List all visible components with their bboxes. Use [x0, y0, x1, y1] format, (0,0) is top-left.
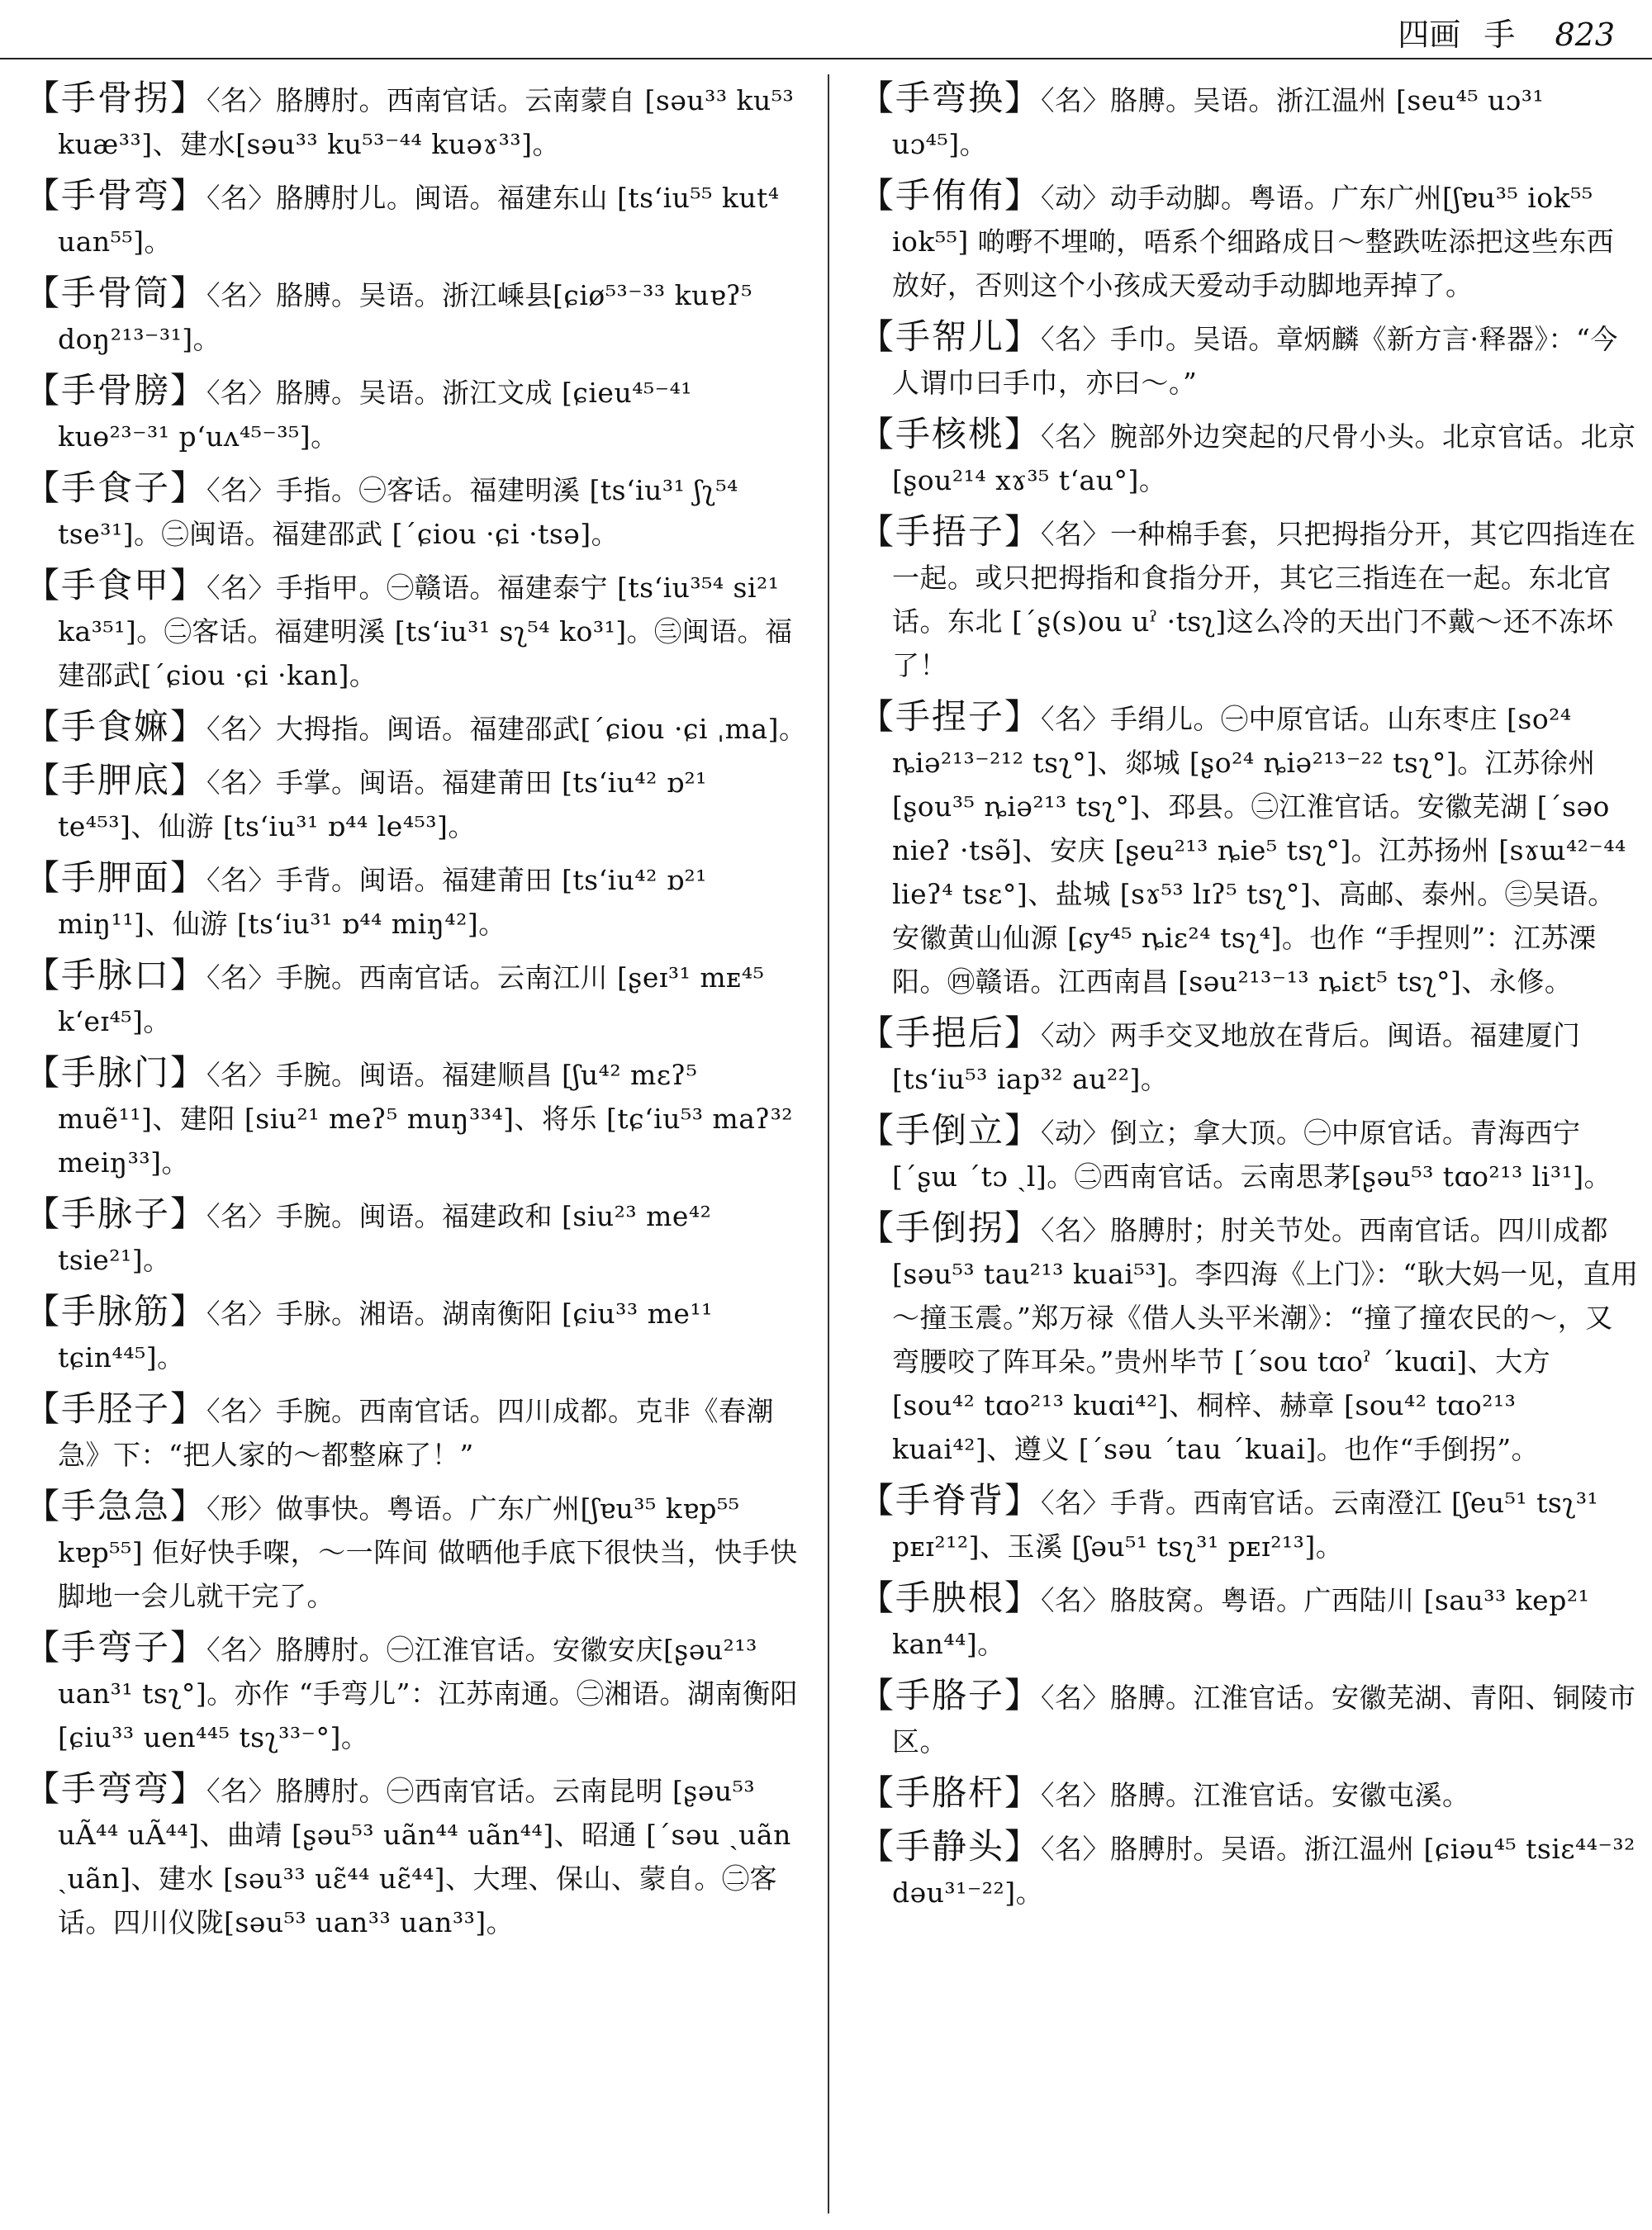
dictionary-entry: 【手捏子】〈名〉手绢儿。㊀中原官话。山东枣庄 [so²⁴ ȵiə²¹³⁻²¹² tsʅ°]、郯城 [ʂo²⁴ ȵiə²¹³⁻²² tsʅ°]。江苏徐州 [ʂou³⁵ ȵiə²¹³ tsʅ°]、邳县。㊁江淮官话。安徽芜湖 [ˊsəo nieʔ ·tsə̃]、安庆 [ʂeu²¹³ ȵie⁵ tsʅ°]。江苏扬州 [sɤɯ⁴²⁻⁴⁴ lieʔ⁴ tsɛ°]、盐城 [sɤ⁵³ lɪʔ⁵ tsʅ°]、高邮、泰州。㊂吴语。安徽黄山仙源 [ɕy⁴⁵ ȵiɛ²⁴ tsʅ⁴]。也作 “手捏则”：江苏溧阳。㊃赣语。江西南昌 [səu²¹³⁻¹³ ȵiɛt⁵ tsʅ°]、永修。: [859, 696, 1626, 998]
headword: 【手胳杆】: [859, 1772, 1042, 1813]
dictionary-entry: 【手急急】〈形〉做事快。粤语。广东广州[ʃɐu³⁵ kɐp⁵⁵ kɐp⁵⁵] 佢好快手㗎，～一阵间 做晒他手底下很快当，快手快脚地一会儿就干完了。: [25, 1486, 798, 1612]
dictionary-entry: 【手帤儿】〈名〉手巾。吴语。章炳麟《新方言·释器》：“今人谓巾曰手巾，亦曰～。”: [859, 316, 1618, 399]
dictionary-entry: 【手核桃】〈名〉腕部外边突起的尺骨小头。北京官话。北京 [ʂou²¹⁴ xɤ³⁵ tʻau°]。: [859, 414, 1636, 496]
headword: 【手胛面】: [25, 857, 207, 898]
headword: 【手骨膀】: [25, 370, 207, 410]
left-column: [25, 76, 809, 1952]
headword: 【手倒拐】: [859, 1208, 1042, 1248]
dictionary-entry: 【手弯换】〈名〉胳膊。吴语。浙江温州 [seu⁴⁵ uɔ³¹ uɔ⁴⁵]。: [859, 78, 1545, 160]
dictionary-entry: 【手弯弯】〈名〉胳膊肘。㊀西南官话。云南昆明 [ʂəu⁵³ uÃ⁴⁴ uÃ⁴⁴]、曲靖 [ʂəu⁵³ uãn⁴⁴ uãn⁴⁴]、昭通 [ˊsəu ˏuãn ˏuãn]、建水 [səu³³ uɛ̃⁴⁴ uɛ̃⁴⁴]、大理、保山、蒙自。㊁客话。四川仪陇[səu⁵³ uan³³ uan³³]。: [25, 1768, 791, 1938]
page-header: [0, 18, 1615, 51]
headword: 【手骨弯】: [25, 175, 207, 216]
dictionary-entry: 【手脉筋】〈名〉手脉。湘语。湖南衡阳 [ɕiu³³ me¹¹ tɕin⁴⁴⁵]。: [25, 1291, 713, 1374]
headword: 【手脉筋】: [25, 1291, 207, 1331]
dictionary-entry: 【手脊背】〈名〉手背。西南官话。云南澄江 [ʃeu⁵¹ tsʅ³¹ pᴇɪ²¹²]、玉溪 [ʃəu⁵¹ tsʅ³¹ pᴇɪ²¹³]。: [859, 1480, 1599, 1563]
headword: 【手核桃】: [859, 414, 1042, 454]
dictionary-entry: 【手侑侑】〈动〉动手动脚。粤语。广东广州[ʃɐu³⁵ iok⁵⁵ iok⁵⁵] 啲嘢不埋啲，唔系个细路成日～整跌咗添把这些东西放好，否则这个小孩成天爱动手动脚地弄掉了。: [859, 175, 1615, 301]
dictionary-entry: 【手倒拐】〈名〉胳膊肘；肘关节处。西南官话。四川成都[səu⁵³ tau²¹³ kuai⁵³]。李四海《上门》：“耿大妈一见，直用～撞玉震。”郑万禄《借人头平米潮》：“撞了撞农民的～，又弯腰咬了阵耳朵。”贵州毕节 [ˊsou tɑoˀ ˊkuɑi]、大方 [sou⁴² tɑo²¹³ kuɑi⁴²]、桐梓、赫章 [sou⁴² tɑo²¹³ kuai⁴²]、遵义 [ˊsəu ˊtau ˊkuai]。也作“手倒拐”。: [859, 1208, 1639, 1465]
dictionary-entry: 【手脉门】〈名〉手腕。闽语。福建顺昌 [ʃu⁴² mɛʔ⁵ muẽ¹¹]、建阳 [siu²¹ meʔ⁵ muŋ³³⁴]、将乐 [tɕʻiu⁵³ maʔ³² meiŋ³³]。: [25, 1052, 794, 1179]
headword: 【手脊背】: [859, 1480, 1042, 1521]
dictionary-entry: 【手骨筒】〈名〉胳膊。吴语。浙江嵊县[ɕiø⁵³⁻³³ kuɐʔ⁵ doŋ²¹³⁻³¹]。: [25, 273, 752, 355]
headword: 【手胦根】: [859, 1578, 1042, 1618]
dictionary-entry: 【手食子】〈名〉手指。㊀客话。福建明溪 [tsʻiu³¹ ʃʅ⁵⁴ tse³¹]。㊁闽语。福建邵武 [ˊɕiou ·ɕi ·tsə]。: [25, 467, 738, 550]
dictionary-entry: 【手骨弯】〈名〉胳膊肘儿。闽语。福建东山 [tsʻiu⁵⁵ kut⁴ uan⁵⁵]。: [25, 175, 780, 258]
headword: 【手食子】: [25, 467, 207, 508]
headword: 【手弯子】: [25, 1627, 207, 1668]
dictionary-entry: 【手胛底】〈名〉手掌。闽语。福建莆田 [tsʻiu⁴² ɒ²¹ te⁴⁵³]、仙游 [tsʻiu³¹ ɒ⁴⁴ le⁴⁵³]。: [25, 760, 707, 842]
headword: 【手捂子】: [859, 511, 1042, 552]
dictionary-entry: 【手胳子】〈名〉胳膊。江淮官话。安徽芜湖、青阳、铜陵市区。: [859, 1675, 1636, 1758]
headword: 【手胳子】: [859, 1675, 1042, 1715]
headword: 【手胫子】: [25, 1388, 207, 1429]
column-divider: [828, 74, 829, 2213]
headword: 【手食嫲】: [25, 706, 207, 747]
right-column: [859, 76, 1640, 1922]
headword: 【手弯弯】: [25, 1768, 207, 1809]
dictionary-entry: 【手骨膀】〈名〉胳膊。吴语。浙江文成 [ɕieu⁴⁵⁻⁴¹ kuɵ²³⁻³¹ pʻuʌ⁴⁵⁻³⁵]。: [25, 370, 693, 453]
dictionary-entry: 【手倒立】〈动〉倒立；拿大顶。㊀中原官话。青海西宁 [ˊʂɯ ˊtɔ ˏl]。㊁西南官话。云南思茅[ʂəu⁵³ tɑo²¹³ li³¹]。: [859, 1110, 1612, 1193]
headword: 【手食甲】: [25, 565, 207, 605]
dictionary-entry: 【手食甲】〈名〉手指甲。㊀赣语。福建泰宁 [tsʻiu³⁵⁴ si²¹ ka³⁵¹]。㊁客话。福建明溪 [tsʻiu³¹ sʅ⁵⁴ ko³¹]。㊂闽语。福建邵武[ˊɕiou ·ɕi ·kan]。: [25, 565, 793, 691]
headword: 【手倒立】: [859, 1110, 1042, 1151]
headword: 【手帤儿】: [859, 316, 1042, 357]
headword: 【手急急】: [25, 1486, 207, 1526]
dictionary-entry: 【手脉子】〈名〉手腕。闽语。福建政和 [siu²³ me⁴² tsie²¹]。: [25, 1193, 712, 1276]
headword: 【手脉口】: [25, 955, 207, 995]
headword: 【手侑侑】: [859, 175, 1042, 216]
dictionary-entry: 【手挹后】〈动〉两手交叉地放在背后。闽语。福建厦门 [tsʻiu⁵³ iap³² au²²]。: [859, 1013, 1581, 1095]
header-rule: [0, 58, 1652, 59]
headword: 【手脉子】: [25, 1193, 207, 1234]
headword: 【手骨拐】: [25, 78, 207, 118]
dictionary-entry: 【手胦根】〈名〉胳肢窝。粤语。广西陆川 [sau³³ kep²¹ kan⁴⁴]。: [859, 1578, 1590, 1660]
dictionary-entry: 【手静头】〈名〉胳膊肘。吴语。浙江温州 [ɕiəu⁴⁵ tsiɛ⁴⁴⁻³² dəu³¹⁻²²]。: [859, 1826, 1635, 1909]
headword: 【手静头】: [859, 1826, 1042, 1867]
dictionary-entry: 【手胛面】〈名〉手背。闽语。福建莆田 [tsʻiu⁴² ɒ²¹ miŋ¹¹]、仙游 [tsʻiu³¹ ɒ⁴⁴ miŋ⁴²]。: [25, 857, 707, 940]
dictionary-entry: 【手食嫲】〈名〉大拇指。闽语。福建邵武[ˊɕiou ·ɕi ˌma]。: [25, 706, 807, 747]
headword: 【手脉门】: [25, 1052, 207, 1093]
headword: 【手胛底】: [25, 760, 207, 800]
header-radical: 手: [1483, 17, 1516, 53]
dictionary-entry: 【手胫子】〈名〉手腕。西南官话。四川成都。克非《春潮急》下：“把人家的～都整麻了！”: [25, 1388, 775, 1471]
headword: 【手骨筒】: [25, 273, 207, 313]
dictionary-entry: 【手弯子】〈名〉胳膊肘。㊀江淮官话。安徽安庆[ʂəu²¹³ uan³¹ tsʅ°]。亦作 “手弯儿”：江苏南通。㊁湘语。湖南衡阳[ɕiu³³ uen⁴⁴⁵ tsʅ³³⁻°]。: [25, 1627, 798, 1753]
headword: 【手捏子】: [859, 696, 1042, 737]
dictionary-entry: 【手脉口】〈名〉手腕。西南官话。云南江川 [ʂeɪ³¹ mᴇ⁴⁵ kʻeɪ⁴⁵]。: [25, 955, 765, 1037]
headword: 【手挹后】: [859, 1013, 1042, 1053]
dictionary-entry: 【手捂子】〈名〉一种棉手套，只把拇指分开，其它四指连在一起。或只把拇指和食指分开，其它三指连在一起。东北官话。东北 [ˊʂ(s)ou uˀ ·tsʅ]这么冷的天出门不戴～还不冻坏了！: [859, 511, 1636, 681]
page-number: 823: [1555, 17, 1615, 53]
dictionary-entry: 【手胳杆】〈名〉胳膊。江淮官话。安徽屯溪。: [859, 1772, 1470, 1813]
dictionary-entry: 【手骨拐】〈名〉胳膊肘。西南官话。云南蒙自 [səu³³ ku⁵³ kuæ³³]、建水[səu³³ ku⁵³⁻⁴⁴ kuəɤ³³]。: [25, 78, 795, 160]
header-section: 四画: [1398, 17, 1461, 53]
headword: 【手弯换】: [859, 78, 1042, 118]
